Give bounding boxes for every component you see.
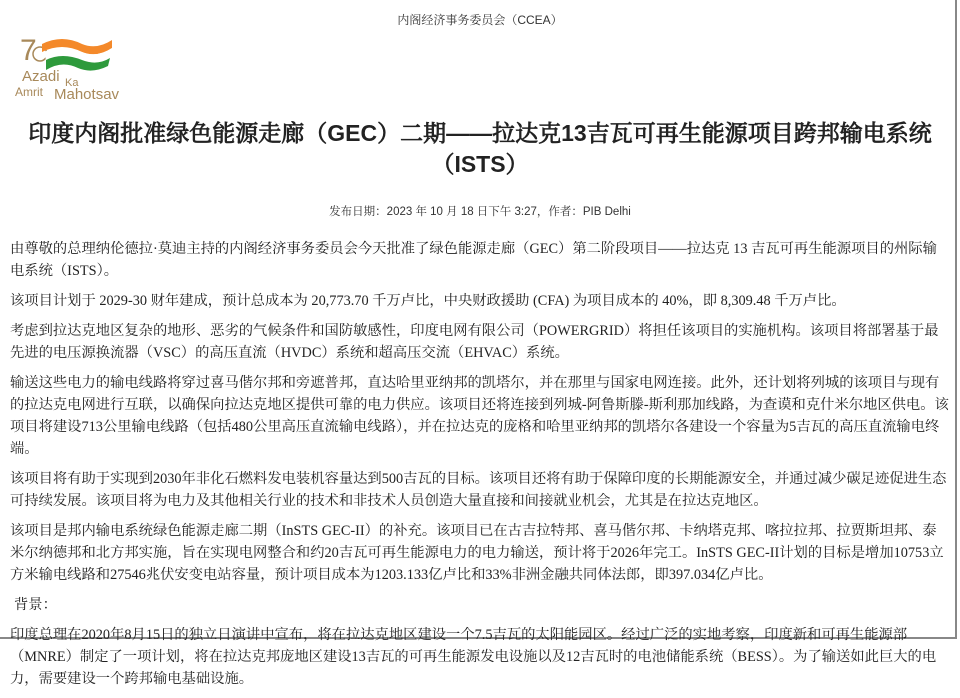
paragraph: 该项目是邦内输电系统绿色能源走廊二期（InSTS GEC-II）的补充。该项目已在古吉拉特邦、喜马偕尔邦、卡纳塔克邦、喀拉拉邦、拉贾斯坦邦、泰米尔纳德邦和北方邦实施，旨在实现电网整合和约20吉瓦可再生能源电力的电力输送，预计将于2026年完工。InSTS GEC-II计划的目标是增加10753立方米输电线路和27546兆伏安变电站容量，预计项目成本为1203.133亿卢比和33%非洲金融共同体法郎，即397.034亿卢比。 [10, 523, 944, 583]
svg-text:7: 7 [20, 34, 37, 67]
paragraph: 由尊敬的总理纳伦德拉·莫迪主持的内阁经济事务委员会今天批准了绿色能源走廊（GEC）第二阶段项目——拉达克 13 吉瓦可再生能源项目的州际输电系统（ISTS）。 [10, 241, 937, 279]
svg-text:Amrit: Amrit [15, 85, 43, 99]
publish-info: 发布日期：2023 年 10 月 18 日下午 3:27，作者：PIB Delhi [329, 206, 631, 218]
background-heading: 背景： [14, 597, 57, 613]
paragraph: 该项目将有助于实现到2030年非化石燃料发电装机容量达到500吉瓦的目标。该项目还将有助于保障印度的长期能源安全，并通过减少碳足迹促进生态可持续发展。该项目将为电力及其他相关行业的技术和非技术人员创造大量直接和间接就业机会，尤其是在拉达克地区。 [10, 471, 947, 509]
paragraph: 该项目计划于 2029-30 财年建成，预计总成本为 20,773.70 千万卢比，中央财政援助 (CFA) 为项目成本的 40%，即 8,309.48 千万卢比。 [10, 293, 846, 309]
svg-text:Azadi: Azadi [22, 68, 60, 85]
ministry-name: 内阁经济事务委员会（CCEA） [397, 13, 563, 27]
paragraph: 考虑到拉达克地区复杂的地形、恶劣的气候条件和国防敏感性，印度电网有限公司（POWERGRID）将担任该项目的实施机构。该项目将部署基于最先进的电压源换流器（VSC）的高压直流（HVDC）系统和超高压交流（EHVAC）系统。 [10, 323, 939, 361]
azadi-ka-amrit-mahotsav-logo [12, 30, 142, 102]
page-title: 印度内阁批准绿色能源走廊（GEC）二期——拉达克13吉瓦可再生能源项目跨邦输电系统（ISTS） [28, 120, 932, 177]
article-body [10, 238, 950, 698]
svg-text:Mahotsav: Mahotsav [54, 86, 120, 102]
background-paragraph: 印度总理在2020年8月15日的独立日演讲中宣布，将在拉达克地区建设一个7.5吉瓦的太阳能园区。经过广泛的实地考察，印度新和可再生能源部（MNRE）制定了一项计划，将在拉达克邦庞地区建设13吉瓦的可再生能源发电设施以及12吉瓦时的电池储能系统（BESS）。为了输送如此巨大的电力，需要建设一个跨邦输电基础设施。 [10, 627, 937, 687]
paragraph: 输送这些电力的输电线路将穿过喜马偕尔邦和旁遮普邦，直达哈里亚纳邦的凯塔尔，并在那里与国家电网连接。此外，还计划将列城的该项目与现有的拉达克电网进行互联，以确保向拉达克地区提供可靠的电力供应。该项目还将连接到列城-阿鲁斯滕-斯利那加线路，为查谟和克什米尔地区供电。该项目将建设713公里输电线路（包括480公里高压直流输电线路），并在拉达克的庞格和哈里亚纳邦的凯塔尔各建设一个容量为5吉瓦的高压直流输电终端。 [10, 375, 949, 457]
svg-text:Ka: Ka [65, 77, 79, 89]
